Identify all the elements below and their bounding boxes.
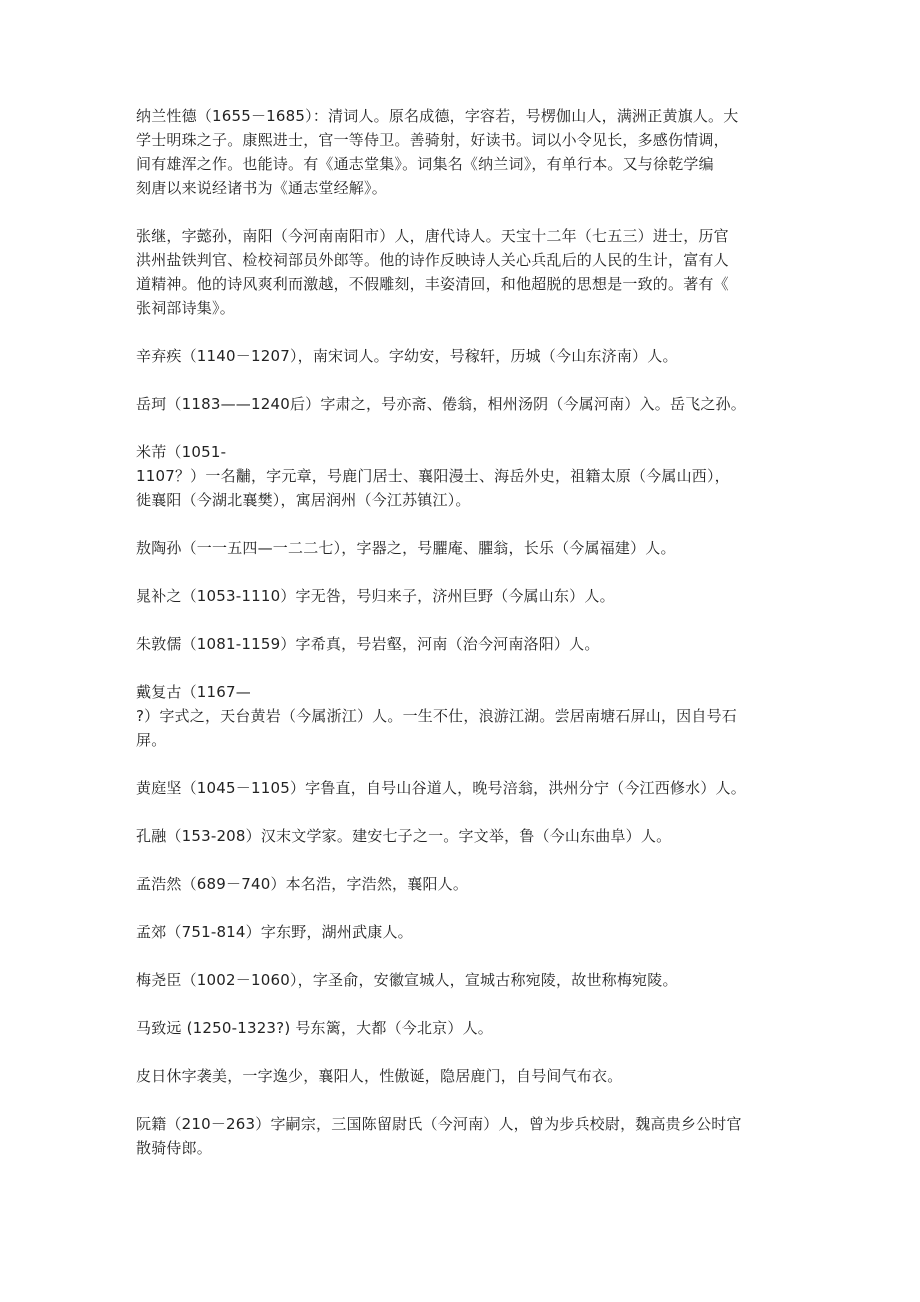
entry-line: 孔融（153-208）汉末文学家。建安七子之一。字文举，鲁（今山东曲阜）人。 [136, 827, 672, 845]
entry-huang-tingjian [136, 776, 786, 800]
entry-line: 间有雄浑之作。也能诗。有《通志堂集》。词集名《纳兰词》，有单行本。又与徐乾学编 [136, 155, 714, 173]
entry-line: 徙襄阳（今湖北襄樊），寓居润州（今江苏镇江）。 [136, 491, 471, 509]
entry-ma-zhiyuan [136, 1016, 786, 1040]
entry-line: 刻唐以来说经诸书为《通志堂经解》。 [136, 179, 387, 197]
entry-yue-ke [136, 392, 786, 416]
entry-line: 阮籍（210－263）字嗣宗，三国陈留尉氏（今河南）人，曾为步兵校尉，魏高贵乡公时官 [136, 1115, 742, 1133]
entry-line: 朱敦儒（1081-1159）字希真，号岩壑，河南（治今河南洛阳）人。 [136, 635, 600, 653]
entry-line: 屏。 [136, 731, 167, 749]
entry-line: ?）字式之，天台黄岩（今属浙江）人。一生不仕，浪游江湖。尝居南塘石屏山，因自号石 [136, 707, 737, 725]
entry-xin-qiji [136, 344, 786, 368]
entry-mei-yaochen [136, 968, 786, 992]
entry-line: 米芾（1051- [136, 443, 227, 461]
entry-line: 敖陶孙（一一五四—一二二七），字器之，号臞庵、臞翁，长乐（今属福建）人。 [136, 539, 676, 557]
entry-meng-haoran [136, 872, 786, 896]
entry-zhu-dunru [136, 632, 786, 656]
entry-chao-buzhi [136, 584, 786, 608]
entry-line: 散骑侍郎。 [136, 1139, 213, 1157]
entry-line: 纳兰性德（1655－1685）：清词人。原名成德，字容若，号楞伽山人，满洲正黄旗人。大 [136, 107, 739, 125]
entry-line: 学士明珠之子。康熙进士，官一等侍卫。善骑射，好读书。词以小令见长，多感伤情调， [136, 131, 729, 149]
entry-line: 1107？）一名黼，字元章，号鹿门居士、襄阳漫士、海岳外史，祖籍太原（今属山西）， [136, 467, 730, 485]
entry-pi-rixiu [136, 1064, 786, 1088]
entry-nalan-xingde [136, 104, 786, 200]
entry-line: 孟浩然（689－740）本名浩，字浩然，襄阳人。 [136, 875, 469, 893]
entry-line: 皮日休字袭美，一字逸少，襄阳人，性傲诞，隐居鹿门，自号间气布衣。 [136, 1067, 623, 1085]
entry-line: 戴复古（1167— [136, 683, 251, 701]
entry-mi-fu [136, 440, 786, 512]
entry-meng-jiao [136, 920, 786, 944]
entry-zhang-ji [136, 224, 786, 320]
entry-line: 孟郊（751-814）字东野，湖州武康人。 [136, 923, 413, 941]
entry-line: 晁补之（1053-1110）字无咎，号归来子，济州巨野（今属山东）人。 [136, 587, 615, 605]
entry-dai-fugu [136, 680, 786, 752]
entry-ao-taosun [136, 536, 786, 560]
entry-line: 张继，字懿孙，南阳（今河南南阳市）人，唐代诗人。天宝十二年（七五三）进士，历官 [136, 227, 729, 245]
document-body [136, 104, 786, 1184]
entry-ruan-ji [136, 1112, 786, 1160]
entry-line: 辛弃疾（1140－1207），南宋词人。字幼安，号稼轩，历城（今山东济南）人。 [136, 347, 678, 365]
entry-kong-rong [136, 824, 786, 848]
entry-line: 马致远 (1250-1323?) 号东篱，大都（今北京）人。 [136, 1019, 493, 1037]
entry-line: 道精神。他的诗风爽利而激越，不假雕刻，丰姿清回，和他超脱的思想是一致的。著有《 [136, 275, 729, 293]
entry-line: 岳珂（1183——1240后）字肃之，号亦斋、倦翁，相州汤阴（今属河南）入。岳飞之孙。 [136, 395, 746, 413]
entry-line: 黄庭坚（1045－1105）字鲁直，自号山谷道人，晚号涪翁，洪州分宁（今江西修水）人。 [136, 779, 746, 797]
entry-line: 梅尧臣（1002－1060），字圣俞，安徽宣城人，宣城古称宛陵，故世称梅宛陵。 [136, 971, 678, 989]
entry-line: 洪州盐铁判官、检校祠部员外郎等。他的诗作反映诗人关心兵乱后的人民的生计，富有人 [136, 251, 729, 269]
entry-line: 张祠部诗集》。 [136, 299, 235, 317]
